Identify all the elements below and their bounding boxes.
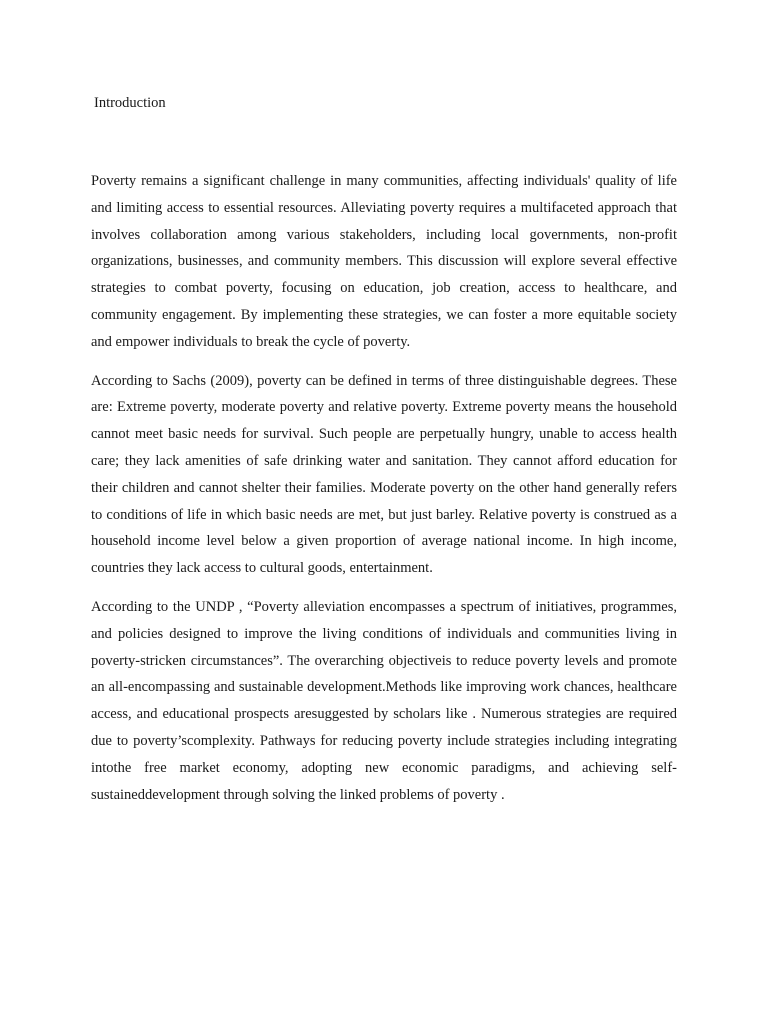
paragraph-undp-strategies: According to the UNDP , “Poverty alleviation encompasses a spectrum of initiatives, programmes, and policies designed to improve the living conditions of individuals and communities living in poverty-stricken circumstances”. The overarching objectiveis to reduce poverty levels and promote an all-encompassing and sustainable development.Methods like improving work chances, healthcare access, and educational prospects aresuggested by scholars like . Numerous strategies are required due to poverty’scomplexity. Pathways for reducing poverty include strategies including integrating intothe free market economy, adopting new economic paradigms, and achieving self-sustaineddevelopment through solving the linked problems of poverty . — [91, 598, 677, 803]
document-body — [91, 168, 677, 820]
paragraph-intro: Poverty remains a significant challenge in many communities, affecting individuals' quality of life and limiting access to essential resources. Alleviating poverty requires a multifaceted approach that involves collaboration among various stakeholders, including local governments, non-profit organizations, businesses, and community members. This discussion will explore several effective strategies to combat poverty, focusing on education, job creation, access to healthcare, and community engagement. By implementing these strategies, we can foster a more equitable society and empower individuals to break the cycle of poverty. — [91, 173, 677, 350]
section-heading: Introduction — [94, 95, 166, 111]
paragraph-sachs-definition: According to Sachs (2009), poverty can be defined in terms of three distinguishable degrees. These are: Extreme poverty, moderate poverty and relative poverty. Extreme poverty means the household cannot meet basic needs for survival. Such people are perpetually hungry, unable to access health care; they lack amenities of safe drinking water and sanitation. They cannot afford education for their children and cannot shelter their families. Moderate poverty on the other hand generally refers to conditions of life in which basic needs are met, but just barley. Relative poverty is construed as a household income level below a given proportion of average national income. In high income, countries they lack access to cultural goods, entertainment. — [91, 372, 677, 577]
